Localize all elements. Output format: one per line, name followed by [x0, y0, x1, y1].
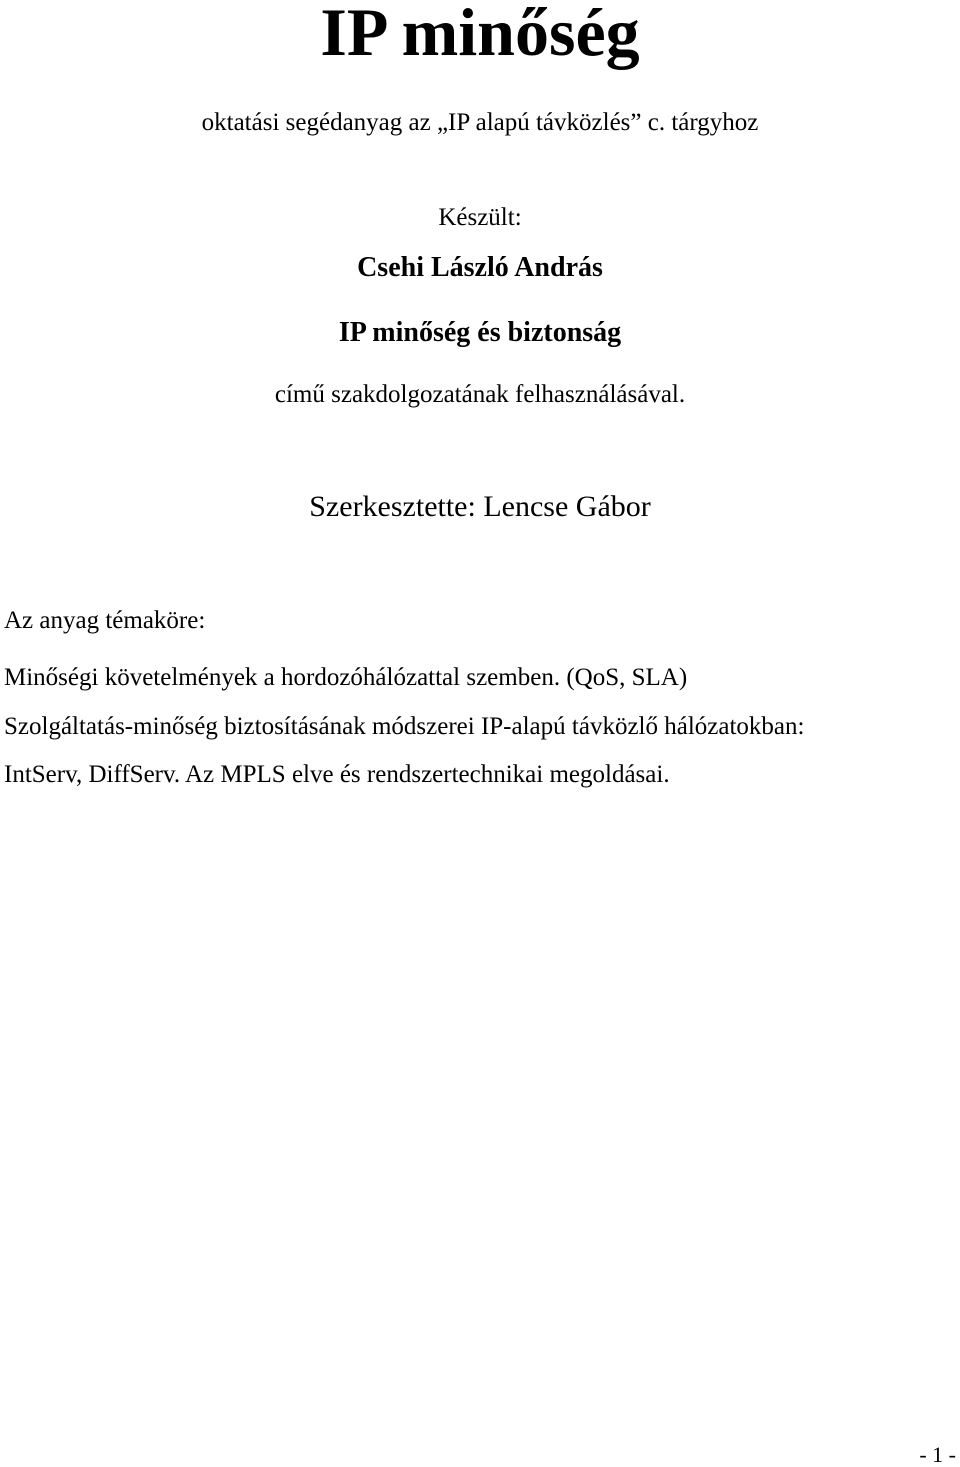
thesis-note: című szakdolgozatának felhasználásával.: [274, 381, 686, 408]
topic-line: IntServ, DiffServ. Az MPLS elve és rendszertechnikai megoldásai.: [4, 761, 670, 788]
topic-heading: Az anyag témaköre:: [4, 607, 206, 634]
document-title: IP minőség: [320, 0, 640, 70]
page-number: - 1 -: [919, 1442, 956, 1467]
topic-line: Szolgáltatás-minőség biztosításának módszerei IP-alapú távközlő hálózatokban:: [4, 713, 805, 740]
editor-credit: Szerkesztette: Lencse Gábor: [309, 490, 651, 523]
prepared-label: Készült:: [438, 204, 522, 231]
topic-line: Minőségi követelmények a hordozóhálózattal szemben. (QoS, SLA): [4, 664, 688, 691]
author-name: Csehi László András: [357, 252, 603, 283]
thesis-title: IP minőség és biztonság: [338, 317, 622, 348]
document-subtitle: oktatási segédanyag az „IP alapú távközlés” c. tárgyhoz: [201, 109, 759, 136]
